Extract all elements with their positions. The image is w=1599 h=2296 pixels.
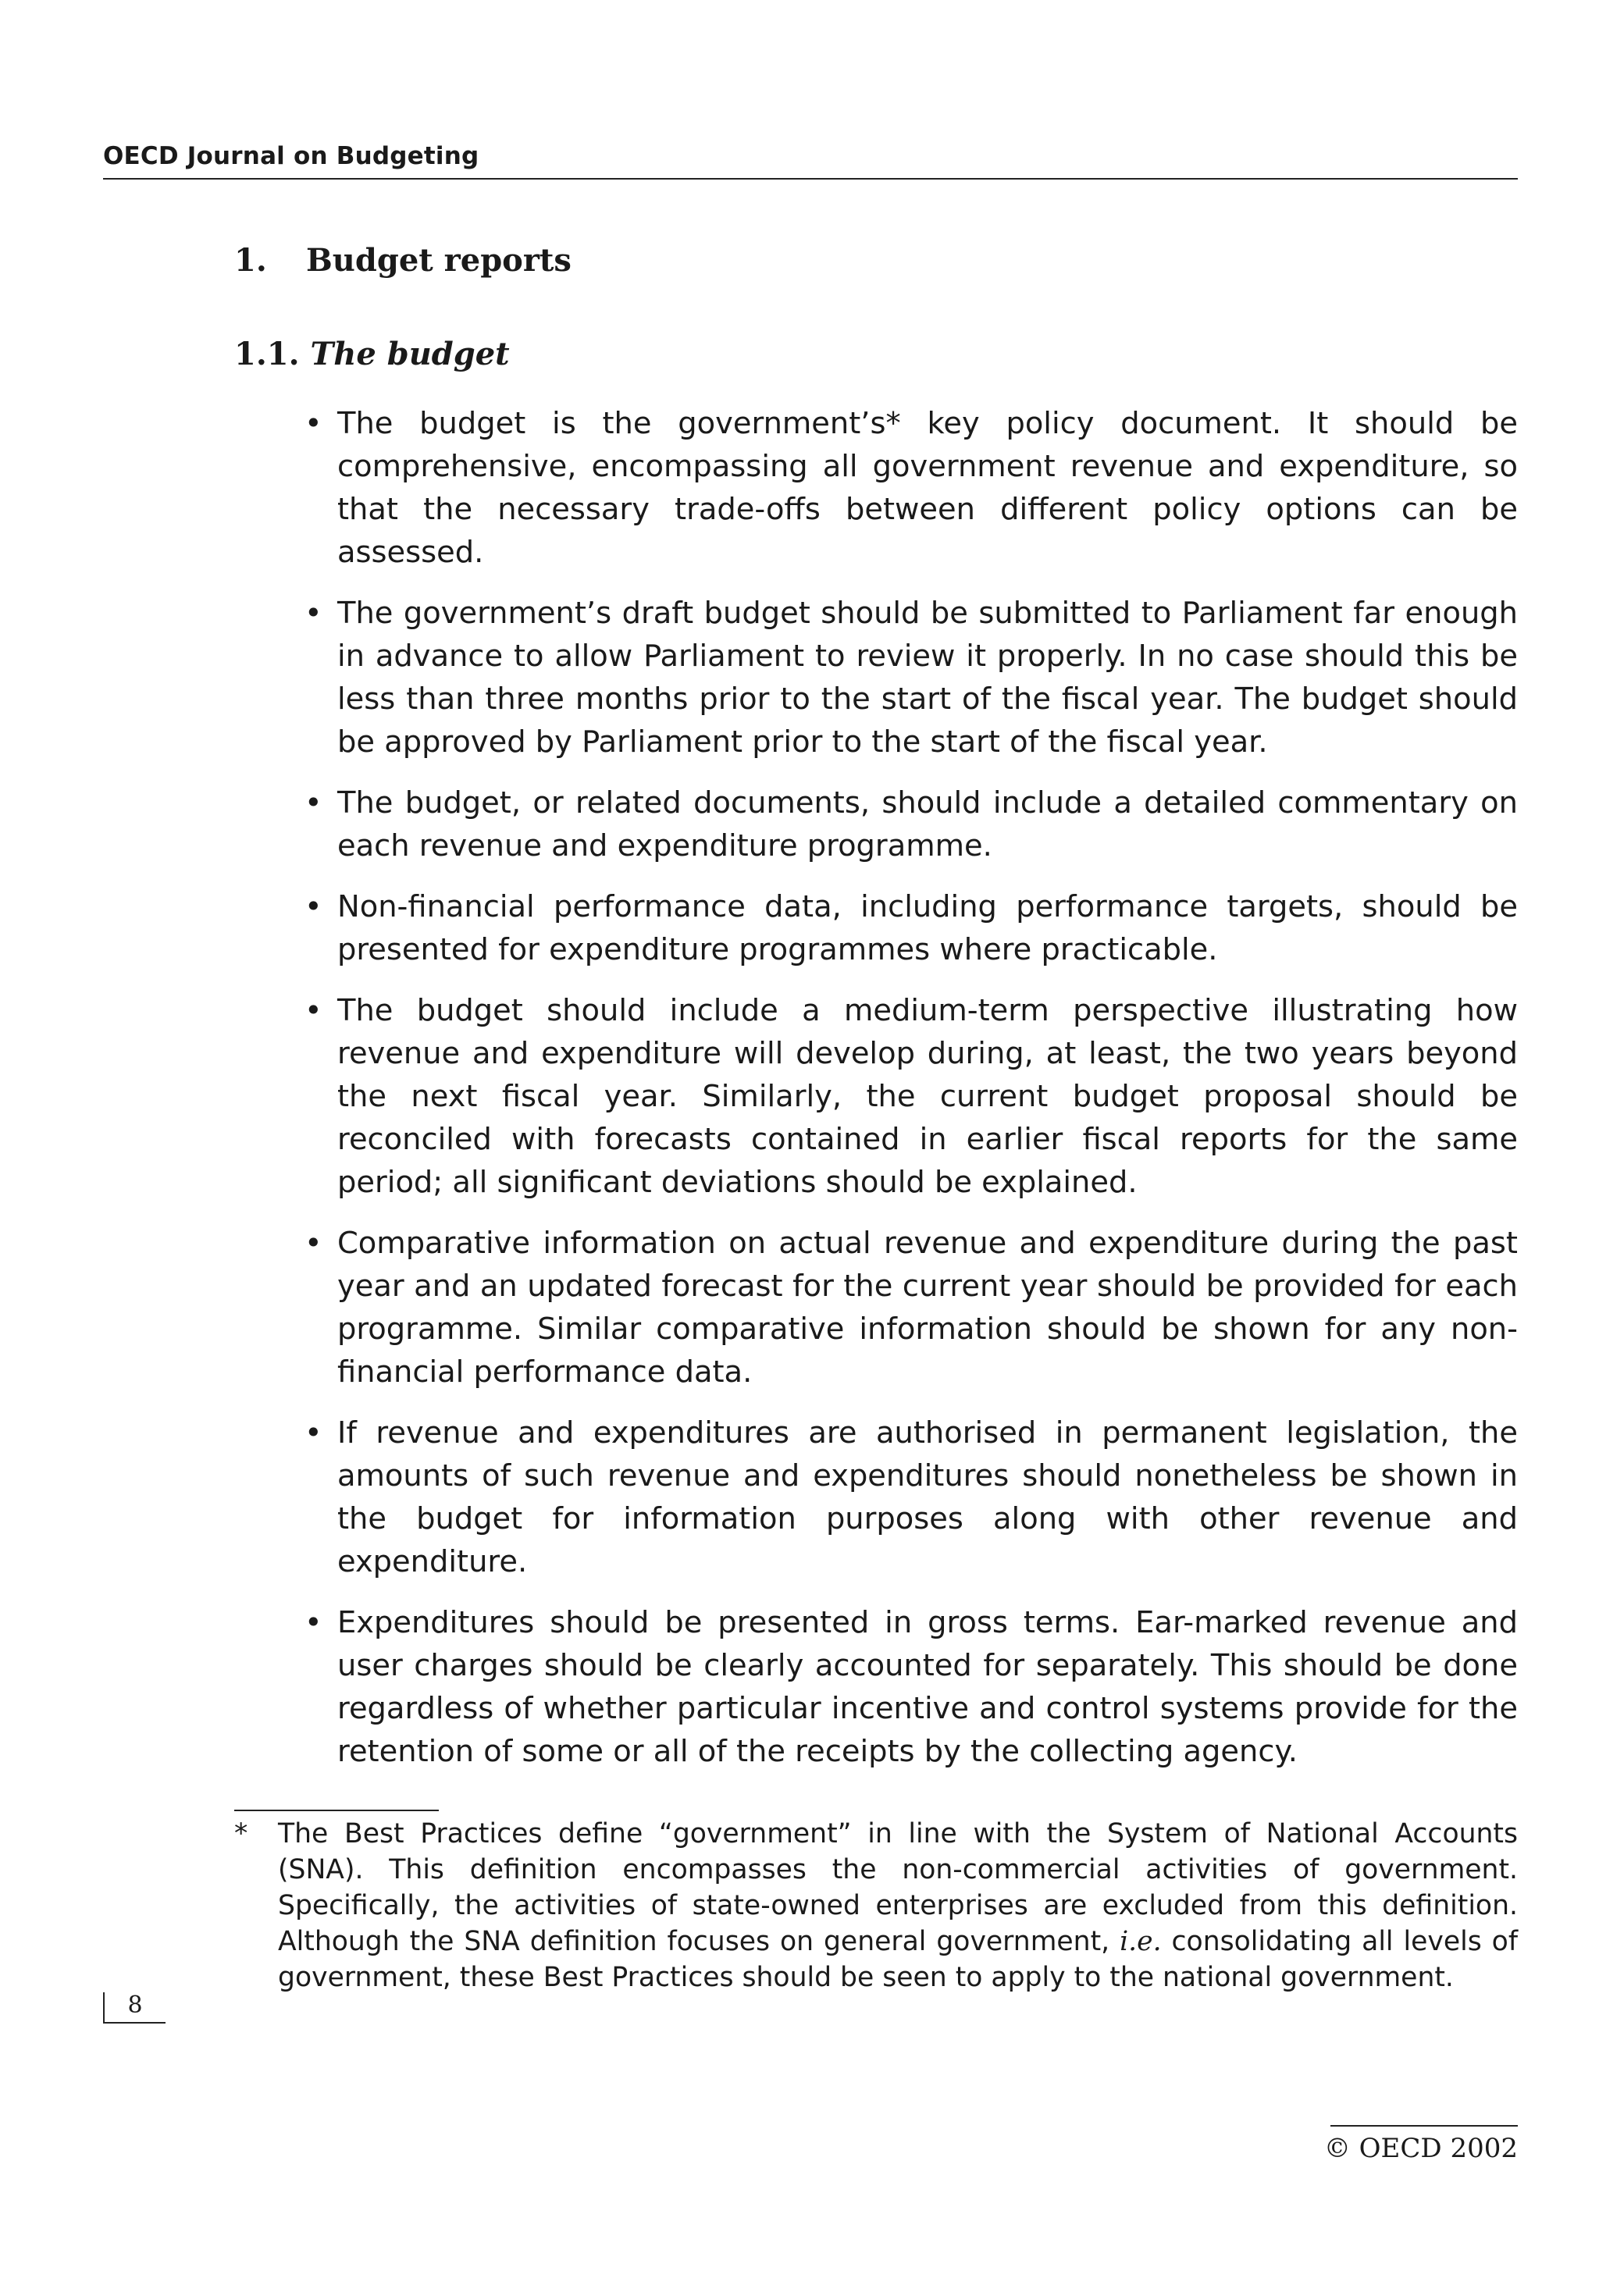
list-item (304, 402, 1518, 574)
bullet-list (304, 402, 1518, 1791)
subsection-heading (234, 336, 510, 372)
running-head-title: OECD Journal on Budgeting (103, 142, 479, 170)
list-item-text: The budget, or related documents, should include a detailed commentary on each revenue and expenditure programme. (337, 785, 1518, 863)
copyright-notice: © OECD 2002 (1323, 2133, 1518, 2164)
list-item (304, 989, 1518, 1204)
section-number: 1. (234, 242, 267, 279)
footnote-text (278, 1816, 1518, 1995)
list-item (304, 1411, 1518, 1583)
bullet-icon: • (304, 406, 322, 441)
bullet-icon: • (304, 889, 322, 924)
footnote-marker: * (234, 1818, 248, 1849)
list-item (304, 1222, 1518, 1394)
bullet-icon: • (304, 785, 322, 821)
list-item-text: Expenditures should be presented in gross terms. Ear-marked revenue and user charges should be clearly accounted for separately. This should be done regardless of whether particular incentive and control systems provide for the retention of some or all of the receipts by the collecting agency. (337, 1605, 1518, 1769)
section-heading (234, 242, 572, 279)
list-item-text: The budget is the government’s* key policy document. It should be comprehensive, encompassing all government revenue and expenditure, so that the necessary trade-offs between different policy options can be assessed. (337, 406, 1518, 570)
bullet-icon: • (304, 1415, 322, 1451)
footnote-rule (234, 1810, 439, 1811)
list-item-text: Non-financial performance data, including performance targets, should be presented for expenditure programmes where practicable. (337, 889, 1518, 967)
page-number: 8 (103, 1992, 166, 2024)
list-item (304, 592, 1518, 764)
list-item-text: Comparative information on actual revenue and expenditure during the past year and an updated forecast for the current year should be provided for each programme. Similar comparative information should be shown for any non-financial performance data. (337, 1226, 1518, 1390)
list-item-text: The budget should include a medium-term perspective illustrating how revenue and expenditure will develop during, at least, the two years beyond the next fiscal year. Similarly, the current budget proposal should be reconciled with forecasts contained in earlier fiscal reports for the same period; all significant deviations should be explained. (337, 993, 1518, 1200)
list-item-text: The government’s draft budget should be submitted to Parliament far enough in advance to allow Parliament to review it properly. In no case should this be less than three months prior to the start of the fiscal year. The budget should be approved by Parliament prior to the start of the fiscal year. (337, 596, 1518, 760)
section-title: Budget reports (306, 242, 572, 279)
footnote-text-italic: i.e. (1120, 1926, 1162, 1957)
subsection-title: The budget (310, 336, 510, 372)
header-rule (103, 178, 1518, 180)
copyright-rule (1330, 2125, 1518, 2127)
list-item-text: If revenue and expenditures are authorised in permanent legislation, the amounts of such revenue and expenditures should nonetheless be shown in the budget for information purposes along with other revenue and expenditure. (337, 1415, 1518, 1579)
footnote-text-after: consolidating all levels of government, these Best Practices should be seen to apply to the national government. (278, 1926, 1518, 1993)
bullet-icon: • (304, 1605, 322, 1640)
bullet-icon: • (304, 1226, 322, 1261)
bullet-icon: • (304, 596, 322, 631)
footnote (234, 1816, 1518, 1995)
footnote-text-before: The Best Practices define “government” in line with the System of National Accounts (SNA). This definition encompasses the non-commercial activities of government. Specifically, the activities of state-owned enterprises are excluded from this definition. Although the SNA definition focuses on general government, (278, 1818, 1518, 1957)
subsection-number: 1.1. (234, 336, 300, 372)
list-item (304, 781, 1518, 867)
bullet-icon: • (304, 993, 322, 1028)
list-item (304, 885, 1518, 971)
list-item (304, 1601, 1518, 1773)
